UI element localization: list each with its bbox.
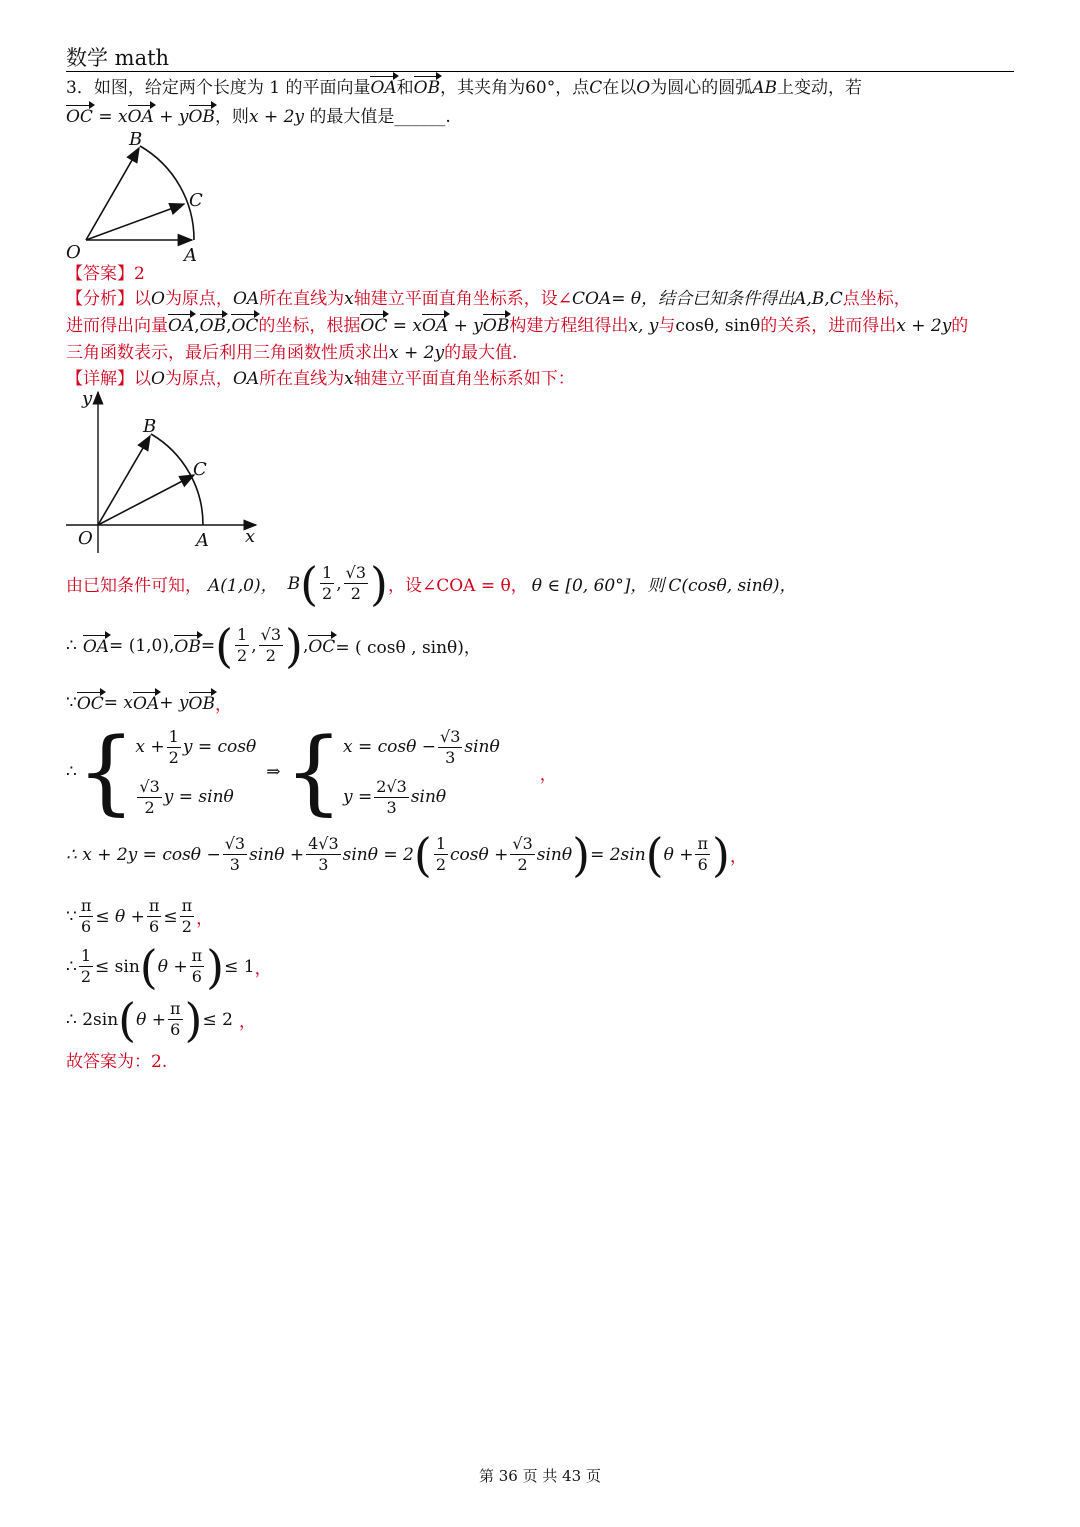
label-c: C <box>193 459 207 480</box>
step-7: ∴ $\frac{1}{2}$ ≤ sin ( θ + $\frac{\pi}{6}$ ) ≤ 1 ， <box>66 939 272 994</box>
label-a: A <box>184 245 197 263</box>
vector-ob: OB <box>413 78 441 98</box>
label-o: O <box>78 528 93 549</box>
step-3: ∵ OC = x OA + y OB ， <box>66 692 232 715</box>
page-header-title: 数学 math <box>66 46 170 70</box>
answer-line: 【答案】2 <box>66 264 145 284</box>
vector-oa: OA <box>370 78 397 98</box>
header-rule <box>66 71 1014 72</box>
label-x: x <box>245 526 256 547</box>
arc-ab <box>140 146 194 240</box>
step-1: 由已知条件可知， A(1,0)， B ( $\frac{1}{2}$ , $\frac{√3}{2}$ ) ，设∠COA = θ， θ ∈ [0, 60°]，则 C(cosθ, sinθ)， <box>66 556 797 611</box>
label-b: B <box>129 129 143 150</box>
analysis-line-2: 进而得出向量OA,OB,OC的坐标，根据OC = xOA + yOB构建方程组得出x, y与cosθ, sinθ的关系，进而得出x + 2y的 <box>66 316 969 336</box>
step-4-system: ∴ { x + $\frac{1}{2}$ y = cosθ $\frac{√3}{2}$ y = sinθ ⇒ { x = cosθ − $\frac{√3}{3}$ sinθ y = $\frac{2√3}{3}$ sinθ ， <box>66 718 557 825</box>
figure-2-coordinate-diagram <box>60 388 270 553</box>
label-y: y <box>82 388 93 409</box>
detail-line-1: 【详解】以O为原点，OA所在直线为x轴建立平面直角坐标系如下： <box>66 369 575 389</box>
step-5: ∴ x + 2y = cosθ − $\frac{√3}{3}$ sinθ + $\frac{4√3}{3}$ sinθ = 2 ( $\frac{1}{2}$ cosθ + $\frac{√3}{2}$ sinθ ) = 2sin ( θ + $\frac{\pi}{6}$ ) ， <box>66 827 747 882</box>
label-c: C <box>189 190 203 211</box>
label-a: A <box>196 530 209 551</box>
analysis-line-3: 三角函数表示，最后利用三角函数性质求出x + 2y的最大值. <box>66 343 518 363</box>
vector-oc-arrow <box>86 204 184 240</box>
figure-1-arc-diagram <box>60 128 220 263</box>
question-line-2: OC = xOA + yOB，则x + 2y 的最大值是______. <box>66 107 451 127</box>
step-2: ∴ OA = (1,0), OB = ( $\frac{1}{2}$ , $\frac{√3}{2}$ ) , OC = ( cosθ , sinθ)， <box>66 618 481 673</box>
conclusion: 故答案为：2. <box>66 1052 168 1072</box>
step-6: ∵ $\frac{\pi}{6}$ ≤ θ + $\frac{\pi}{6}$ ≤ $\frac{\pi}{2}$ ， <box>66 896 214 936</box>
label-b: B <box>143 416 157 437</box>
vector-ob-arrow <box>86 148 139 240</box>
question-line-1: 3．如图，给定两个长度为 1 的平面向量OA和OB，其夹角为60°，点C在以O为圆心的圆弧AB上变动，若 <box>66 78 862 98</box>
page-footer: 第 36 页 共 43 页 <box>478 1467 601 1485</box>
label-o: O <box>66 242 81 263</box>
step-8: ∴ 2sin ( θ + $\frac{\pi}{6}$ ) ≤ 2 ， <box>66 992 256 1047</box>
analysis-line-1: 【分析】以O为原点，OA所在直线为x轴建立平面直角坐标系，设∠COA= θ，结合已知条件得出A,B,C点坐标， <box>66 289 911 309</box>
